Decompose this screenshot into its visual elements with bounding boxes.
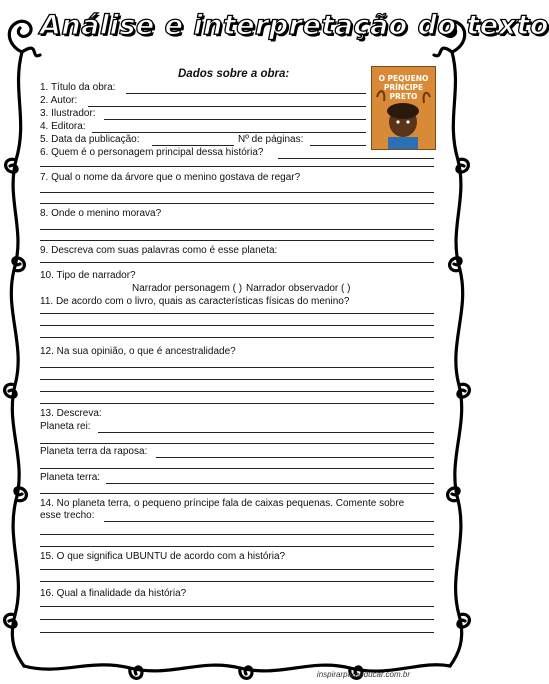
field-publisher-label: 4. Editora: (40, 121, 86, 132)
question-11: 11. De acordo com o livro, quais as características físicas do menino? (40, 296, 350, 307)
footer-website: inspirarparaeducar.com.br (316, 670, 410, 679)
answer-line[interactable] (40, 619, 434, 620)
page-title: Análise e interpretação do texto (40, 10, 549, 41)
question-13-planeta-terra: Planeta terra: (40, 472, 101, 483)
field-title-line[interactable] (126, 93, 366, 94)
question-13-planeta-raposa: Planeta terra da raposa: (40, 446, 148, 457)
answer-line[interactable] (40, 313, 434, 314)
field-illustrator-label: 3. Ilustrador: (40, 108, 96, 119)
book-cover-image (371, 66, 436, 150)
answer-line[interactable] (104, 521, 434, 522)
question-13-planeta-rei: Planeta rei: (40, 421, 91, 432)
field-pages-label: Nº de páginas: (238, 134, 304, 145)
question-14-line1: 14. No planeta terra, o pequeno príncipe fala de caixas pequenas. Comente sobre (40, 498, 405, 509)
cover-title-line1: O PEQUENO (378, 74, 429, 83)
answer-line[interactable] (40, 569, 434, 570)
cover-title-line2: PRÍNCIPE (383, 83, 424, 92)
answer-line[interactable] (40, 337, 434, 338)
answer-line[interactable] (40, 166, 434, 167)
question-14-line2: esse trecho: (40, 510, 95, 521)
field-publisher-line[interactable] (92, 132, 366, 133)
field-illustrator-line[interactable] (104, 119, 366, 120)
answer-line[interactable] (40, 229, 434, 230)
answer-line[interactable] (40, 391, 434, 392)
section-heading: Dados sobre a obra: (178, 68, 290, 80)
answer-line[interactable] (98, 432, 434, 433)
field-main-character-label: 6. Quem é o personagem principal dessa história? (40, 147, 264, 158)
question-7: 7. Qual o nome da árvore que o menino gostava de regar? (40, 172, 301, 183)
field-author-label: 2. Autor: (40, 95, 78, 106)
answer-line[interactable] (40, 262, 434, 263)
field-date-line[interactable] (152, 145, 234, 146)
question-16: 16. Qual a finalidade da história? (40, 588, 187, 599)
answer-line[interactable] (40, 403, 434, 404)
field-pages-line[interactable] (310, 145, 366, 146)
answer-line[interactable] (40, 581, 434, 582)
answer-line[interactable] (40, 325, 434, 326)
field-title-label: 1. Título da obra: (40, 82, 116, 93)
answer-line[interactable] (40, 367, 434, 368)
answer-line[interactable] (40, 203, 434, 204)
question-13: 13. Descreva: (40, 408, 102, 419)
question-15: 15. O que significa UBUNTU de acordo com a história? (40, 551, 286, 562)
answer-line[interactable] (40, 606, 434, 607)
answer-line[interactable] (40, 534, 434, 535)
field-author-line[interactable] (88, 106, 366, 107)
question-8: 8. Onde o menino morava? (40, 208, 162, 219)
answer-line[interactable] (106, 483, 434, 484)
narrator-option-personagem[interactable]: Narrador personagem ( ) (132, 283, 243, 294)
question-10: 10. Tipo de narrador? (40, 270, 136, 281)
answer-line[interactable] (40, 468, 434, 469)
answer-line[interactable] (40, 192, 434, 193)
narrator-option-observador[interactable]: Narrador observador ( ) (246, 283, 351, 294)
answer-line[interactable] (40, 379, 434, 380)
answer-line[interactable] (40, 632, 434, 633)
field-main-character-line[interactable] (278, 158, 434, 159)
answer-line[interactable] (156, 457, 434, 458)
question-12: 12. Na sua opinião, o que é ancestralidade? (40, 346, 236, 357)
answer-line[interactable] (40, 240, 434, 241)
cover-title-line3: PRETO (389, 92, 418, 101)
answer-line[interactable] (40, 493, 434, 494)
field-date-label: 5. Data da publicação: (40, 134, 140, 145)
question-9: 9. Descreva com suas palavras como é esse planeta: (40, 245, 278, 256)
answer-line[interactable] (40, 443, 434, 444)
answer-line[interactable] (40, 546, 434, 547)
